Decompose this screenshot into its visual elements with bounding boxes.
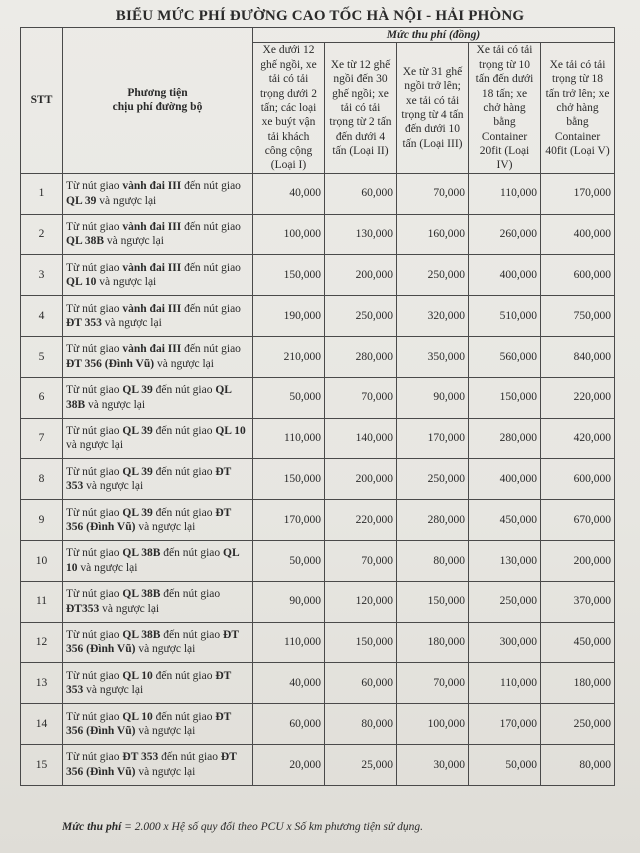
fee-loai-1: 100,000 <box>253 214 325 255</box>
fee-loai-1: 50,000 <box>253 377 325 418</box>
row-number: 5 <box>21 336 63 377</box>
route-cell <box>63 418 253 459</box>
route-connector: đến nút giao <box>181 261 241 274</box>
fee-loai-1: 60,000 <box>253 704 325 745</box>
fee-loai-5: 670,000 <box>541 500 615 541</box>
route-suffix: và ngược lại <box>85 398 146 411</box>
fee-loai-1: 170,000 <box>253 500 325 541</box>
route-suffix: và ngược lại <box>154 357 214 370</box>
fee-loai-4: 560,000 <box>469 336 541 377</box>
route-to: QL 10 <box>66 276 97 289</box>
fee-loai-4: 510,000 <box>469 296 541 337</box>
fee-loai-1: 150,000 <box>253 255 325 296</box>
fee-loai-4: 110,000 <box>469 663 541 704</box>
category-header-1: Xe dưới 12 ghế ngồi, xe tải có tải trọng dưới 2 tấn; các loại xe buýt vận tải khách công cộng (Loại I) <box>253 43 325 173</box>
route-prefix: Từ nút giao <box>66 465 123 478</box>
fee-group-header: Mức thu phí (đồng) <box>253 28 615 43</box>
fee-loai-1: 110,000 <box>253 418 325 459</box>
route-from: QL 38B <box>122 588 161 601</box>
route-cell <box>63 459 253 500</box>
fee-loai-3: 250,000 <box>397 459 469 500</box>
fee-loai-1: 190,000 <box>253 296 325 337</box>
route-to: ĐT 353 <box>66 669 232 697</box>
fee-loai-5: 180,000 <box>541 663 615 704</box>
fee-loai-4: 260,000 <box>469 214 541 255</box>
fee-loai-2: 60,000 <box>325 663 397 704</box>
table-row <box>21 296 615 337</box>
row-number: 1 <box>21 173 63 214</box>
fee-loai-4: 400,000 <box>469 459 541 500</box>
table-row <box>21 540 615 581</box>
route-cell <box>63 704 253 745</box>
route-to: QL 38B <box>66 384 232 411</box>
vehicle-header <box>63 28 253 174</box>
route-prefix: Từ nút giao <box>66 384 123 397</box>
route-cell <box>63 540 253 581</box>
fee-loai-5: 370,000 <box>541 581 615 622</box>
route-connector: đến nút giao <box>160 629 224 642</box>
row-number: 15 <box>21 744 63 785</box>
fee-loai-2: 140,000 <box>325 418 397 459</box>
route-to: ĐT 353 <box>66 465 232 493</box>
route-from: QL 39 <box>122 384 153 397</box>
row-number: 13 <box>21 663 63 704</box>
fee-loai-2: 60,000 <box>325 173 397 214</box>
fee-loai-2: 280,000 <box>325 336 397 377</box>
route-cell <box>63 377 253 418</box>
fee-loai-5: 420,000 <box>541 418 615 459</box>
fee-loai-3: 70,000 <box>397 173 469 214</box>
fee-loai-4: 300,000 <box>469 622 541 663</box>
route-cell <box>63 173 253 214</box>
route-connector: đến nút giao <box>181 221 241 234</box>
route-from: QL 10 <box>122 669 153 682</box>
route-suffix: và ngược lại <box>135 765 196 778</box>
fee-loai-3: 320,000 <box>397 296 469 337</box>
fee-loai-4: 280,000 <box>469 418 541 459</box>
route-cell <box>63 622 253 663</box>
row-number: 4 <box>21 296 63 337</box>
route-connector: đến nút giao <box>181 180 241 193</box>
fee-loai-4: 170,000 <box>469 704 541 745</box>
fee-loai-3: 350,000 <box>397 336 469 377</box>
fee-loai-1: 210,000 <box>253 336 325 377</box>
route-suffix: và ngược lại <box>66 439 124 452</box>
fee-loai-3: 160,000 <box>397 214 469 255</box>
fee-loai-1: 150,000 <box>253 459 325 500</box>
route-connector: đến nút giao <box>158 751 221 764</box>
row-number: 3 <box>21 255 63 296</box>
route-from: QL 38B <box>122 629 161 642</box>
route-suffix: và ngược lại <box>135 725 196 737</box>
fee-loai-2: 80,000 <box>325 704 397 745</box>
route-from: vành đai III <box>122 180 182 193</box>
row-number: 10 <box>21 540 63 581</box>
route-suffix: và ngược lại <box>104 235 164 248</box>
route-from: vành đai III <box>122 261 182 274</box>
category-header-2: Xe từ 12 ghế ngồi đến 30 ghế ngồi; xe tải có tải trọng từ 2 tấn đến dưới 4 tấn (Loại II) <box>325 43 397 173</box>
table-row <box>21 214 615 255</box>
route-connector: đến nút giao <box>160 547 224 560</box>
fee-loai-5: 600,000 <box>541 255 615 296</box>
fee-loai-5: 170,000 <box>541 173 615 214</box>
table-row <box>21 459 615 500</box>
row-number: 12 <box>21 622 63 663</box>
route-cell <box>63 255 253 296</box>
route-prefix: Từ nút giao <box>66 261 123 274</box>
row-number: 7 <box>21 418 63 459</box>
fee-loai-1: 110,000 <box>253 622 325 663</box>
fee-loai-2: 200,000 <box>325 255 397 296</box>
row-number: 11 <box>21 581 63 622</box>
route-prefix: Từ nút giao <box>66 302 123 315</box>
row-number: 14 <box>21 704 63 745</box>
route-suffix: và ngược lại <box>77 561 138 574</box>
fee-loai-5: 450,000 <box>541 622 615 663</box>
fee-loai-4: 130,000 <box>469 540 541 581</box>
route-from: QL 39 <box>122 425 153 438</box>
note-text: = 2.000 x Hệ số quy đổi theo PCU x Số km phương tiện sử dụng. <box>121 821 424 833</box>
route-prefix: Từ nút giao <box>66 751 123 764</box>
route-prefix: Từ nút giao <box>66 343 123 356</box>
route-prefix: Từ nút giao <box>66 629 123 642</box>
toll-fee-table <box>20 27 615 786</box>
fee-loai-2: 150,000 <box>325 622 397 663</box>
row-number: 8 <box>21 459 63 500</box>
route-from: vành đai III <box>122 343 182 356</box>
vehicle-header-line1: Phương tiện <box>127 87 188 99</box>
fee-loai-3: 180,000 <box>397 622 469 663</box>
fee-loai-2: 70,000 <box>325 377 397 418</box>
route-to: QL 39 <box>66 194 97 207</box>
table-row <box>21 744 615 785</box>
route-connector: đến nút giao <box>152 384 216 397</box>
category-header-3: Xe từ 31 ghế ngồi trở lên; xe tải có tải trọng từ 4 tấn đến dưới 10 tấn (Loại III) <box>397 43 469 173</box>
table-body <box>21 173 615 785</box>
route-connector: đến nút giao <box>152 506 216 519</box>
fee-loai-3: 80,000 <box>397 540 469 581</box>
route-from: vành đai III <box>122 221 182 234</box>
fee-loai-2: 250,000 <box>325 296 397 337</box>
fee-loai-1: 50,000 <box>253 540 325 581</box>
document-title: BIỂU MỨC PHÍ ĐƯỜNG CAO TỐC HÀ NỘI - HẢI PHÒNG <box>115 8 525 24</box>
route-from: QL 10 <box>122 710 153 723</box>
route-connector: đến nút giao <box>160 588 221 601</box>
route-to: ĐT 356 (Đình Vũ) <box>66 629 239 656</box>
route-connector: đến nút giao <box>152 465 216 478</box>
route-cell <box>63 663 253 704</box>
route-prefix: Từ nút giao <box>66 221 123 234</box>
fee-loai-4: 50,000 <box>469 744 541 785</box>
fee-loai-2: 220,000 <box>325 500 397 541</box>
vehicle-header-line2: chịu phí đường bộ <box>112 101 203 114</box>
route-cell <box>63 581 253 622</box>
row-number: 2 <box>21 214 63 255</box>
row-number: 6 <box>21 377 63 418</box>
fee-loai-1: 40,000 <box>253 663 325 704</box>
route-from: vành đai III <box>122 302 182 315</box>
route-cell <box>63 336 253 377</box>
fee-loai-5: 220,000 <box>541 377 615 418</box>
stt-header: STT <box>21 28 63 174</box>
route-suffix: và ngược lại <box>135 521 196 534</box>
route-prefix: Từ nút giao <box>66 588 123 601</box>
route-from: ĐT 353 <box>122 751 159 764</box>
route-to: ĐT 356 (Đình Vũ) <box>66 506 232 534</box>
fee-loai-5: 600,000 <box>541 459 615 500</box>
table-row <box>21 336 615 377</box>
fee-loai-5: 80,000 <box>541 744 615 785</box>
route-to: QL 10 <box>66 547 240 574</box>
route-suffix: và ngược lại <box>96 276 157 289</box>
route-to: ĐT 356 (Đình Vũ) <box>66 357 155 370</box>
category-header-5: Xe tải có tải trọng từ 18 tấn trở lên; xe chở hàng bằng Container 40fit (Loại V) <box>541 43 615 173</box>
route-to: QL 10 <box>215 425 246 438</box>
fee-loai-2: 25,000 <box>325 744 397 785</box>
fee-loai-3: 90,000 <box>397 377 469 418</box>
fee-formula-note <box>62 821 423 833</box>
route-suffix: và ngược lại <box>99 602 160 615</box>
fee-loai-3: 280,000 <box>397 500 469 541</box>
route-from: QL 39 <box>122 506 153 519</box>
fee-loai-3: 150,000 <box>397 581 469 622</box>
fee-loai-3: 70,000 <box>397 663 469 704</box>
fee-loai-5: 200,000 <box>541 540 615 581</box>
route-from: QL 39 <box>122 465 153 478</box>
route-prefix: Từ nút giao <box>66 425 123 438</box>
fee-loai-5: 750,000 <box>541 296 615 337</box>
fee-loai-2: 120,000 <box>325 581 397 622</box>
fee-loai-5: 250,000 <box>541 704 615 745</box>
table-row <box>21 255 615 296</box>
table-row <box>21 581 615 622</box>
table-row <box>21 377 615 418</box>
route-prefix: Từ nút giao <box>66 710 123 723</box>
row-number: 9 <box>21 500 63 541</box>
table-row <box>21 704 615 745</box>
table-row <box>21 500 615 541</box>
route-suffix: và ngược lại <box>96 194 157 207</box>
route-from: QL 38B <box>122 547 161 560</box>
fee-loai-1: 90,000 <box>253 581 325 622</box>
route-suffix: và ngược lại <box>101 317 162 330</box>
table-row <box>21 622 615 663</box>
fee-loai-5: 400,000 <box>541 214 615 255</box>
fee-loai-1: 40,000 <box>253 173 325 214</box>
fee-loai-4: 400,000 <box>469 255 541 296</box>
route-suffix: và ngược lại <box>135 643 196 656</box>
fee-loai-4: 110,000 <box>469 173 541 214</box>
route-to: QL 38B <box>66 235 105 248</box>
fee-loai-3: 30,000 <box>397 744 469 785</box>
fee-loai-4: 150,000 <box>469 377 541 418</box>
route-connector: đến nút giao <box>152 669 216 682</box>
fee-loai-4: 250,000 <box>469 581 541 622</box>
route-cell <box>63 500 253 541</box>
fee-loai-5: 840,000 <box>541 336 615 377</box>
route-cell <box>63 296 253 337</box>
fee-loai-3: 250,000 <box>397 255 469 296</box>
route-suffix: và ngược lại <box>83 684 144 697</box>
route-to: ĐT 356 (Đình Vũ) <box>66 751 237 778</box>
table-row <box>21 173 615 214</box>
route-connector: đến nút giao <box>152 710 216 723</box>
fee-loai-2: 200,000 <box>325 459 397 500</box>
route-connector: đến nút giao <box>152 425 216 438</box>
table-row <box>21 663 615 704</box>
route-prefix: Từ nút giao <box>66 180 123 193</box>
route-prefix: Từ nút giao <box>66 669 123 682</box>
route-connector: đến nút giao <box>181 302 241 315</box>
category-header-4: Xe tải có tải trọng từ 10 tấn đến dưới 18 tấn; xe chở hàng bằng Container 20fit (Loại IV) <box>469 43 541 173</box>
fee-loai-2: 130,000 <box>325 214 397 255</box>
route-to: ĐT 353 <box>66 317 102 330</box>
note-label: Mức thu phí <box>62 821 122 833</box>
route-suffix: và ngược lại <box>83 480 144 493</box>
route-to: ĐT353 <box>66 602 100 615</box>
fee-loai-2: 70,000 <box>325 540 397 581</box>
route-cell <box>63 744 253 785</box>
table-row <box>21 418 615 459</box>
fee-loai-3: 170,000 <box>397 418 469 459</box>
route-cell <box>63 214 253 255</box>
route-prefix: Từ nút giao <box>66 506 123 519</box>
fee-loai-3: 100,000 <box>397 704 469 745</box>
route-connector: đến nút giao <box>181 343 241 356</box>
fee-loai-4: 450,000 <box>469 500 541 541</box>
route-to: ĐT 356 (Đình Vũ) <box>66 710 232 737</box>
fee-loai-1: 20,000 <box>253 744 325 785</box>
route-prefix: Từ nút giao <box>66 547 123 560</box>
